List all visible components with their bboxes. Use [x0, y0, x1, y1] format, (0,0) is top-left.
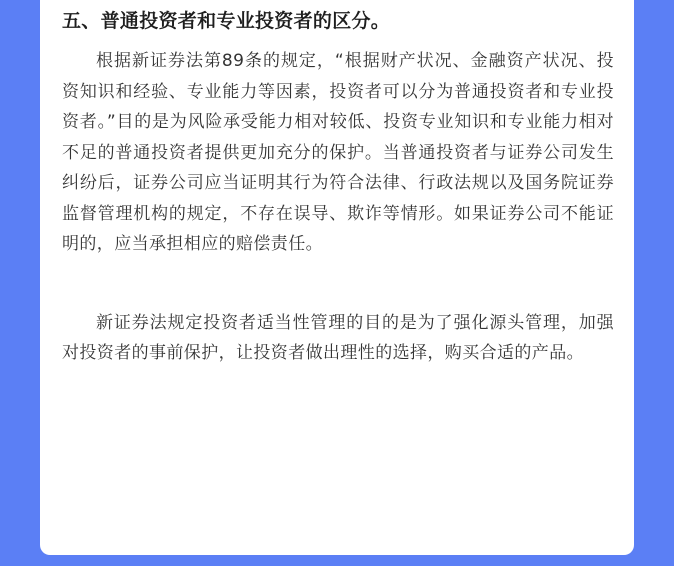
paragraph-suitability-purpose: 新证券法规定投资者适当性管理的目的是为了强化源头管理，加强对投资者的事前保护，让投资者做出理性的选择，购买合适的产品。 — [62, 312, 614, 363]
paragraph-investor-classification: 根据新证券法第89条的规定，“根据财产状况、金融资产状况、投资知识和经验、专业能力等因素，投资者可以分为普通投资者和专业投资者。”目的是为风险承受能力相对较低、投资专业知识和专业能力相对不足的普通投资者提供更加充分的保护。当普通投资者与证券公司发生纠纷后，证券公司应当证明其行为符合法律、行政法规以及国务院证券监督管理机构的规定，不存在误导、欺诈等情形。如果证券公司不能证明的，应当承担相应的赔偿责任。 — [62, 51, 614, 254]
paragraph-spacer — [62, 260, 614, 308]
section-heading: 五、普通投资者和专业投资者的区分。 — [62, 10, 391, 32]
content-card — [40, 0, 634, 555]
